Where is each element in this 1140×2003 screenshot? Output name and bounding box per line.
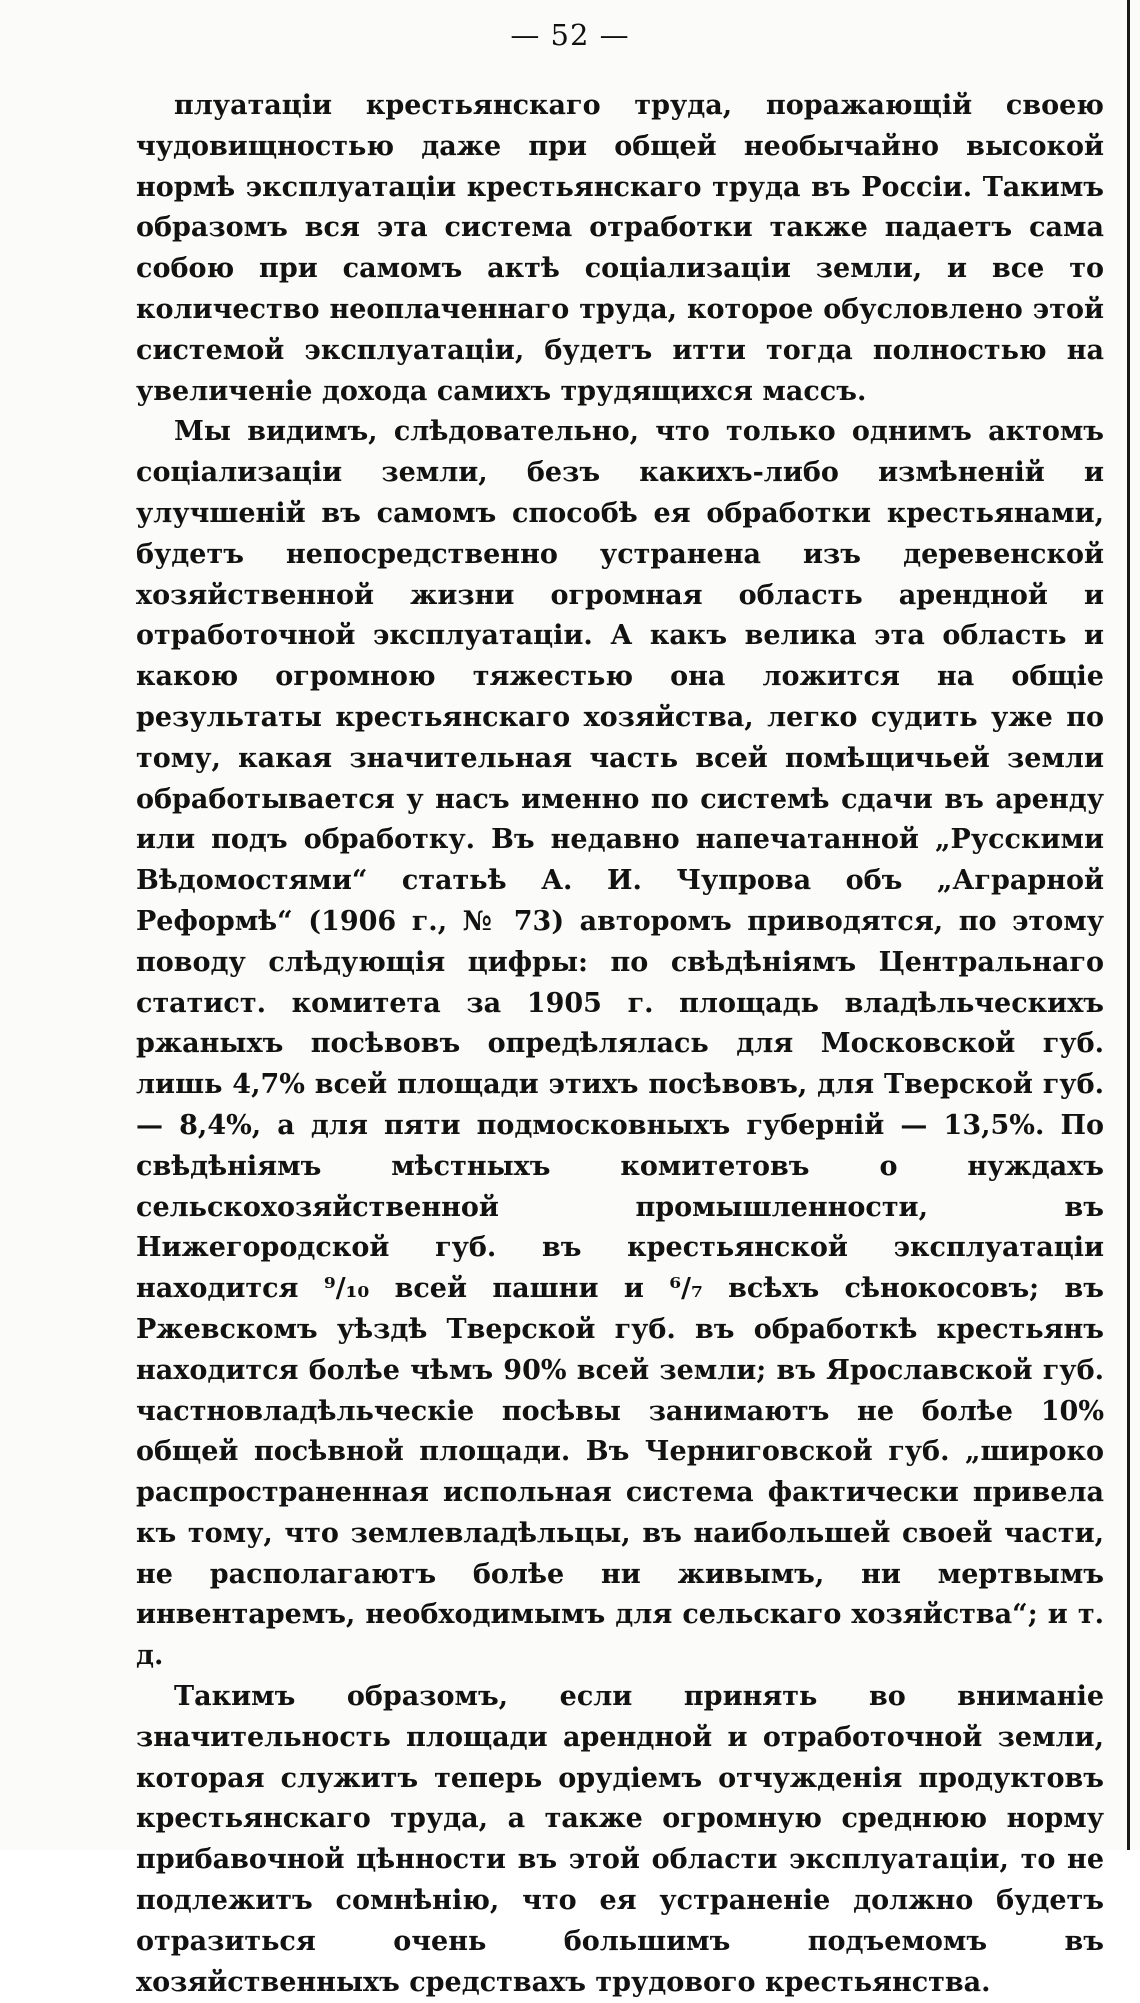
- paragraph-2: Мы видимъ, слѣдовательно, что только однимъ актомъ соціализаціи земли, безъ какихъ-либо измѣненій и улучшеній въ самомъ способѣ ея обработки крестьянами, будетъ непосредственно устранена изъ деревенской хозяйственной жизни огромная область арендной и отработочной эксплуатаціи. А какъ велика эта область и какою огромною тяжестью она ложится на общіе результаты крестьянскаго хозяйства, легко судить уже по тому, какая значительная часть всей помѣщичьей земли обработывается у насъ именно по системѣ сдачи въ аренду или подъ обработку. Въ недавно напечатанной „Русскими Вѣдомостями“ статьѣ А. И. Чупрова объ „Аграрной Реформѣ“ (1906 г., № 73) авторомъ приводятся, по этому поводу слѣдующія цифры: по свѣдѣніямъ Центральнаго статист. комитета за 1905 г. площадь владѣльческихъ ржаныхъ посѣвовъ опредѣлялась для Московской губ. лишь 4,7% всей площади этихъ посѣвовъ, для Тверской губ. — 8,4%, а для пяти подмосковныхъ губерній — 13,5%. По свѣдѣніямъ мѣстныхъ комитетовъ о нуждахъ сельскохозяйственной промышленности, въ Нижегородской губ. въ крестьянской эксплуатаціи находится ⁹/₁₀ всей пашни и ⁶/₇ всѣхъ сѣнокосовъ; въ Ржевскомъ уѣздѣ Тверской губ. въ обработкѣ крестьянъ находится болѣе чѣмъ 90% всей земли; въ Ярославской губ. частновладѣльческіе посѣвы занимаютъ не болѣе 10% общей посѣвной площади. Въ Черниговской губ. „широко распространенная испольная система фактически привела къ тому, что землевладѣльцы, въ наибольшей своей части, не располагаютъ болѣе ни живымъ, ни мертвымъ инвентаремъ, необходимымъ для сельскаго хозяйства“; и т. д.: [136, 416, 1104, 1672]
- page-number: — 52 —: [510, 18, 630, 52]
- binding-edge-line: [1127, 0, 1130, 1850]
- body-text: [136, 86, 1104, 2003]
- paragraph-3: Такимъ образомъ, если принять во вниманіе значительность площади арендной и отработочной земли, которая служитъ теперь орудіемъ отчужденія продуктовъ крестьянскаго труда, а также огромную среднюю норму прибавочной цѣнности въ этой области эксплуатаціи, то не подлежитъ сомнѣнію, что ея устраненіе должно будетъ отразиться очень большимъ подъемомъ въ хозяйственныхъ средствахъ трудового крестьянства.: [136, 1681, 1104, 1998]
- paragraph-1: плуатаціи крестьянскаго труда, поражающій своею чудовищностью даже при общей необычайно высокой нормѣ эксплуатаціи крестьянскаго труда въ Россіи. Такимъ образомъ вся эта система отработки также падаетъ сама собою при самомъ актѣ соціализаціи земли, и все то количество неоплаченнаго труда, которое обусловлено этой системой эксплуатаціи, будетъ итти тогда полностью на увеличеніе дохода самихъ трудящихся массъ.: [136, 90, 1104, 407]
